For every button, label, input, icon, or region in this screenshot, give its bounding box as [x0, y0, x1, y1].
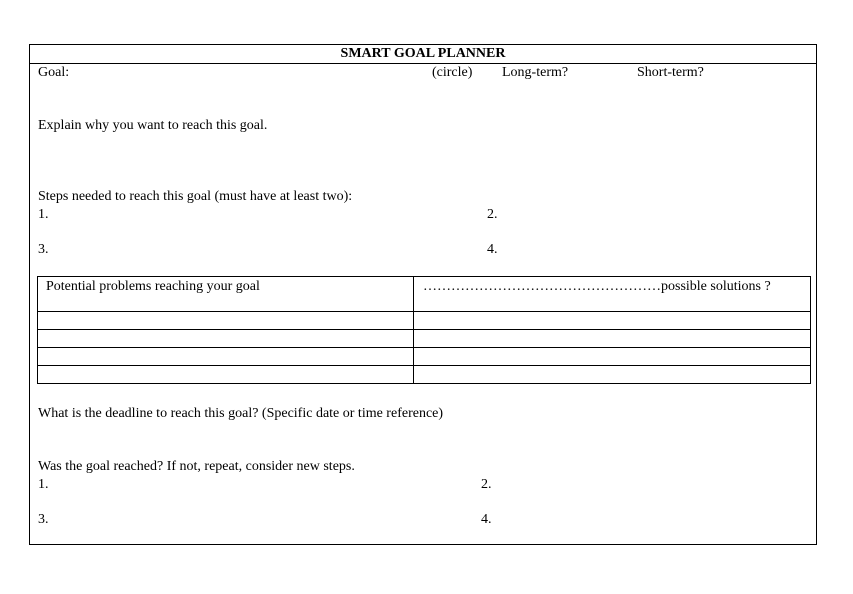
table-header-row [38, 277, 811, 312]
problems-header: Potential problems reaching your goal [46, 279, 260, 294]
goal-label: Goal: [38, 65, 70, 80]
new-step-3-label: 3. [38, 512, 49, 527]
goal-planner-form [29, 44, 817, 545]
step-3-label: 3. [38, 242, 49, 257]
problem-cell[interactable] [38, 348, 414, 366]
short-term-option[interactable]: Short-term? [637, 65, 704, 80]
problems-header-cell [38, 277, 414, 312]
problem-cell[interactable] [38, 366, 414, 384]
deadline-prompt: What is the deadline to reach this goal? (Specific date or time reference) [38, 406, 444, 421]
problem-cell[interactable] [38, 330, 414, 348]
step-4-label: 4. [487, 242, 498, 257]
new-step-1-label: 1. [38, 477, 49, 492]
solution-cell[interactable] [414, 312, 811, 330]
table-row [38, 312, 811, 330]
planner-title: SMART GOAL PLANNER [30, 45, 816, 64]
new-step-2-label: 2. [481, 477, 492, 492]
solution-cell[interactable] [414, 330, 811, 348]
table-row [38, 366, 811, 384]
long-term-option[interactable]: Long-term? [502, 65, 569, 80]
problems-solutions-table [37, 276, 811, 384]
table-row [38, 348, 811, 366]
solution-cell[interactable] [414, 366, 811, 384]
reached-prompt: Was the goal reached? If not, repeat, consider new steps. [38, 459, 355, 474]
table-row [38, 330, 811, 348]
new-step-4-label: 4. [481, 512, 492, 527]
solutions-header-cell [414, 277, 811, 312]
solutions-header: ……………………………………………possible solutions ? [423, 279, 771, 294]
problem-cell[interactable] [38, 312, 414, 330]
why-prompt: Explain why you want to reach this goal. [38, 118, 268, 133]
circle-instruction: (circle) [432, 65, 473, 80]
step-2-label: 2. [487, 207, 498, 222]
step-1-label: 1. [38, 207, 49, 222]
steps-prompt: Steps needed to reach this goal (must have at least two): [38, 189, 353, 204]
solution-cell[interactable] [414, 348, 811, 366]
